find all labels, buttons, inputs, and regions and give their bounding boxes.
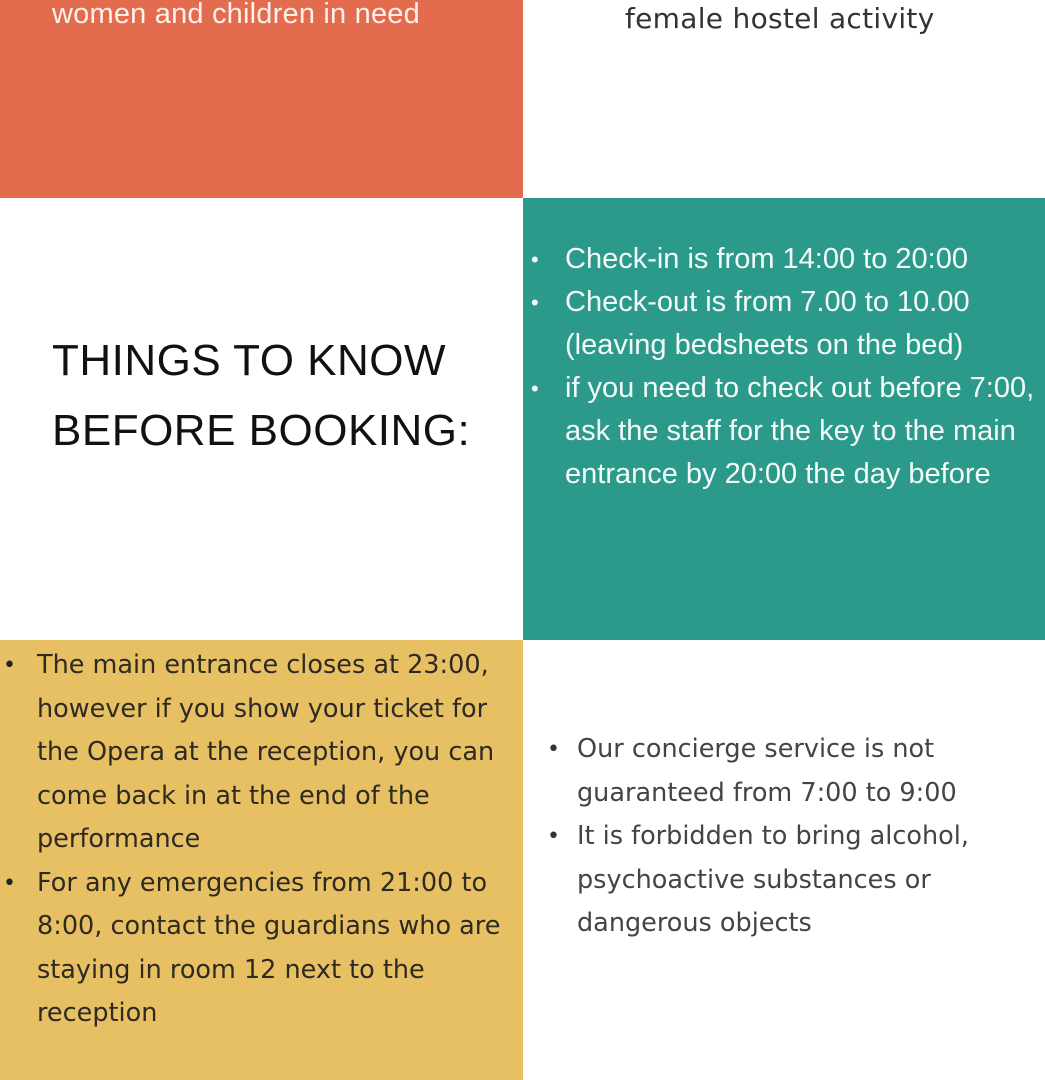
panel-women-children	[0, 0, 523, 198]
panel-checkin-rules	[523, 198, 1045, 640]
bullet-dot-icon: •	[3, 653, 16, 678]
list-item-text: Our concierge service is not guaranteed from 7:00 to 9:00	[577, 734, 957, 808]
list-item	[547, 815, 1045, 946]
list-item-text: The main entrance closes at 23:00, however if you show your ticket for the Opera at the reception, you can come back in at the end of the performance	[37, 650, 495, 854]
list-item	[531, 367, 1045, 496]
checkin-rules-list	[531, 238, 1045, 496]
list-item	[3, 862, 523, 1036]
list-item	[3, 644, 523, 862]
panel-hostel-activity-text: female hostel activity	[625, 2, 935, 35]
panel-heading	[0, 198, 523, 640]
page-heading	[52, 326, 470, 466]
list-item-text: It is forbidden to bring alcohol, psychoactive substances or dangerous objects	[577, 821, 969, 938]
bullet-dot-icon: •	[547, 737, 560, 762]
list-item-text: Check-in is from 14:00 to 20:00	[565, 243, 968, 275]
heading-line-2: BEFORE BOOKING:	[52, 406, 471, 455]
panel-women-children-text: women and children in need	[52, 0, 420, 30]
bullet-dot-icon: •	[531, 376, 539, 401]
panel-service-rules	[523, 640, 1045, 1080]
list-item-text: if you need to check out before 7:00, ask the staff for the key to the main entrance by 20:00 the day before	[565, 372, 1035, 490]
list-item-text: Check-out is from 7.00 to 10.00 (leaving bedsheets on the bed)	[565, 286, 970, 361]
service-rules-list	[547, 728, 1045, 946]
bullet-dot-icon: •	[531, 247, 539, 272]
bullet-dot-icon: •	[3, 870, 16, 896]
bullet-dot-icon: •	[547, 824, 560, 849]
heading-line-1: THINGS TO KNOW	[52, 336, 447, 385]
entrance-rules-list	[3, 644, 523, 1036]
list-item-text: For any emergencies from 21:00 to 8:00, contact the guardians who are staying in room 12 next to the reception	[37, 867, 501, 1028]
list-item	[531, 281, 1045, 367]
list-item	[547, 728, 1045, 815]
list-item	[531, 238, 1045, 281]
panel-hostel-activity	[523, 0, 1045, 198]
panel-entrance-rules	[0, 640, 523, 1080]
bullet-dot-icon: •	[531, 290, 539, 315]
